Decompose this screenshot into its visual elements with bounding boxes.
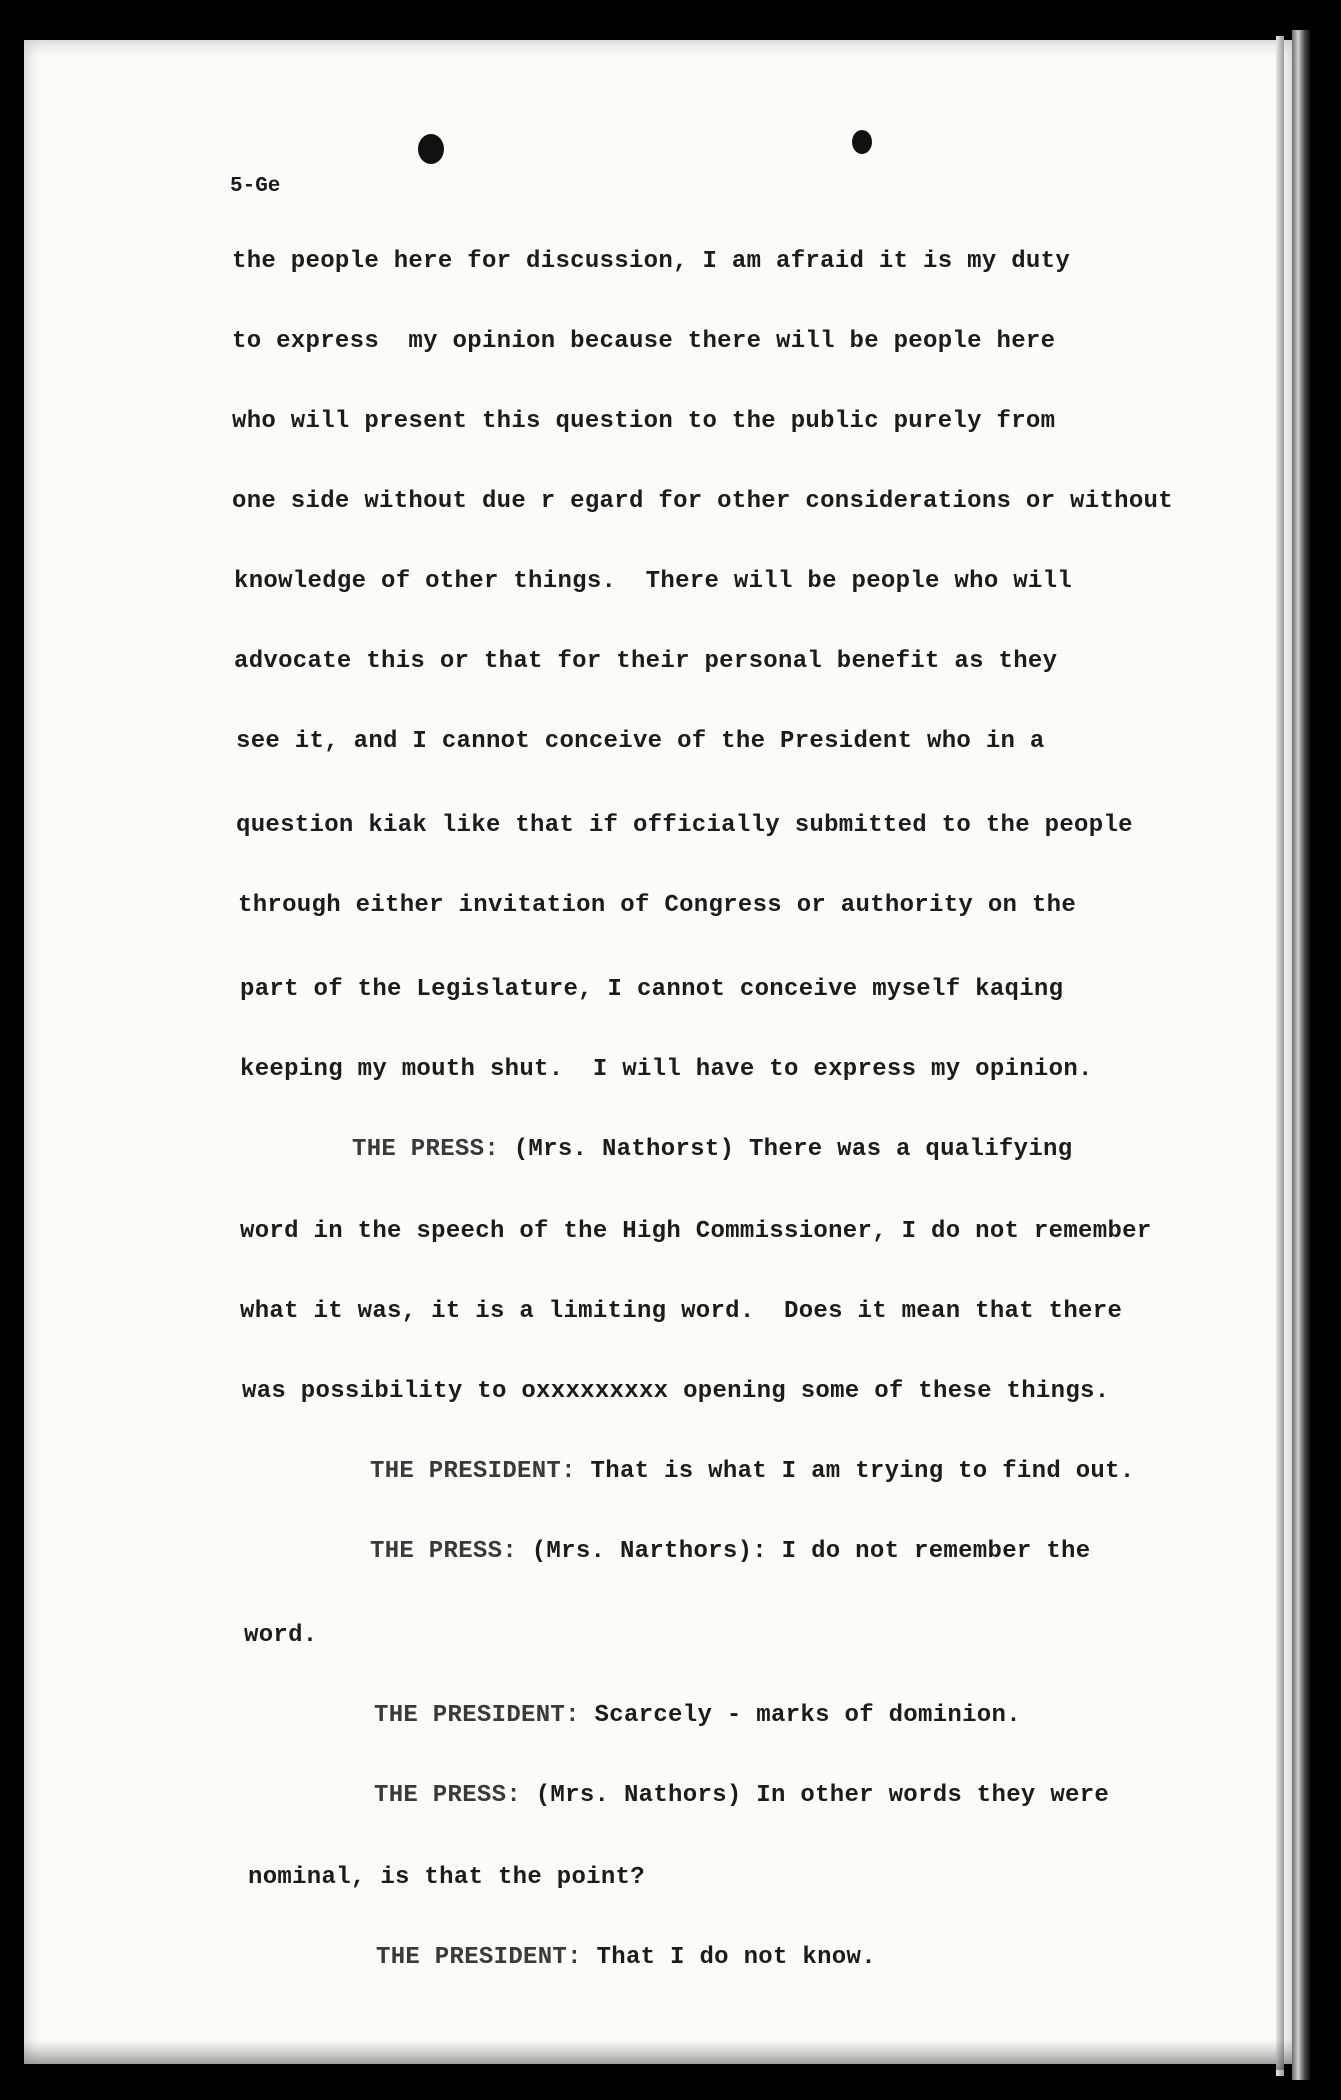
punch-hole-right-icon bbox=[852, 130, 872, 154]
speaker-label: THE PRESS: bbox=[352, 1136, 500, 1163]
dialogue-line bbox=[352, 1136, 1072, 1163]
text-line: keeping my mouth shut. I will have to express my opinion. bbox=[240, 1056, 1093, 1083]
speaker-label: THE PRESS: bbox=[374, 1782, 522, 1809]
speaker-label: THE PRESIDENT: bbox=[374, 1702, 580, 1729]
text-line: knowledge of other things. There will be people who will bbox=[234, 568, 1073, 595]
text-line: advocate this or that for their personal benefit as they bbox=[234, 648, 1058, 675]
text-line: one side without due r egard for other considerations or without bbox=[232, 488, 1173, 515]
speech-text: (Mrs. Nathors) In other words they were bbox=[521, 1782, 1110, 1809]
dialogue-line: word. bbox=[244, 1622, 318, 1649]
dialogue-line bbox=[374, 1782, 1109, 1809]
page-edge-light bbox=[1276, 36, 1284, 2076]
text-line: through either invitation of Congress or authority on the bbox=[238, 892, 1077, 919]
text-line: see it, and I cannot conceive of the President who in a bbox=[236, 728, 1045, 755]
dialogue-line: nominal, is that the point? bbox=[248, 1864, 645, 1891]
speaker-label: THE PRESS: bbox=[370, 1538, 518, 1565]
page-identifier: 5-Ge bbox=[230, 175, 281, 198]
text-line: to express my opinion because there will be people here bbox=[232, 328, 1056, 355]
dialogue-line bbox=[370, 1538, 1090, 1565]
dialogue-line: what it was, it is a limiting word. Does it mean that there bbox=[240, 1298, 1123, 1325]
punch-hole-left-icon bbox=[418, 134, 444, 164]
speech-text: Scarcely - marks of dominion. bbox=[579, 1702, 1021, 1729]
dialogue-line bbox=[376, 1944, 876, 1971]
text-line: question kiak like that if officially submitted to the people bbox=[236, 812, 1133, 839]
text-line: who will present this question to the public purely from bbox=[232, 408, 1056, 435]
dialogue-line: was possibility to oxxxxxxxxx opening some of these things. bbox=[242, 1378, 1110, 1405]
dialogue-line: word in the speech of the High Commissioner, I do not remember bbox=[240, 1218, 1152, 1245]
dialogue-line bbox=[370, 1458, 1135, 1485]
text-line: part of the Legislature, I cannot conceive myself kaqing bbox=[240, 976, 1064, 1003]
page-bottom-shadow bbox=[24, 2040, 1292, 2070]
speech-text: That is what I am trying to find out. bbox=[575, 1458, 1135, 1485]
speech-text: (Mrs. Narthors): I do not remember the bbox=[517, 1538, 1091, 1565]
speech-text: (Mrs. Nathorst) There was a qualifying bbox=[499, 1136, 1073, 1163]
speaker-label: THE PRESIDENT: bbox=[370, 1458, 576, 1485]
speaker-label: THE PRESIDENT: bbox=[376, 1944, 582, 1971]
page-edge-dark bbox=[1292, 30, 1310, 2080]
speech-text: That I do not know. bbox=[581, 1944, 876, 1971]
dialogue-line bbox=[374, 1702, 1021, 1729]
text-line: the people here for discussion, I am afraid it is my duty bbox=[232, 248, 1071, 275]
